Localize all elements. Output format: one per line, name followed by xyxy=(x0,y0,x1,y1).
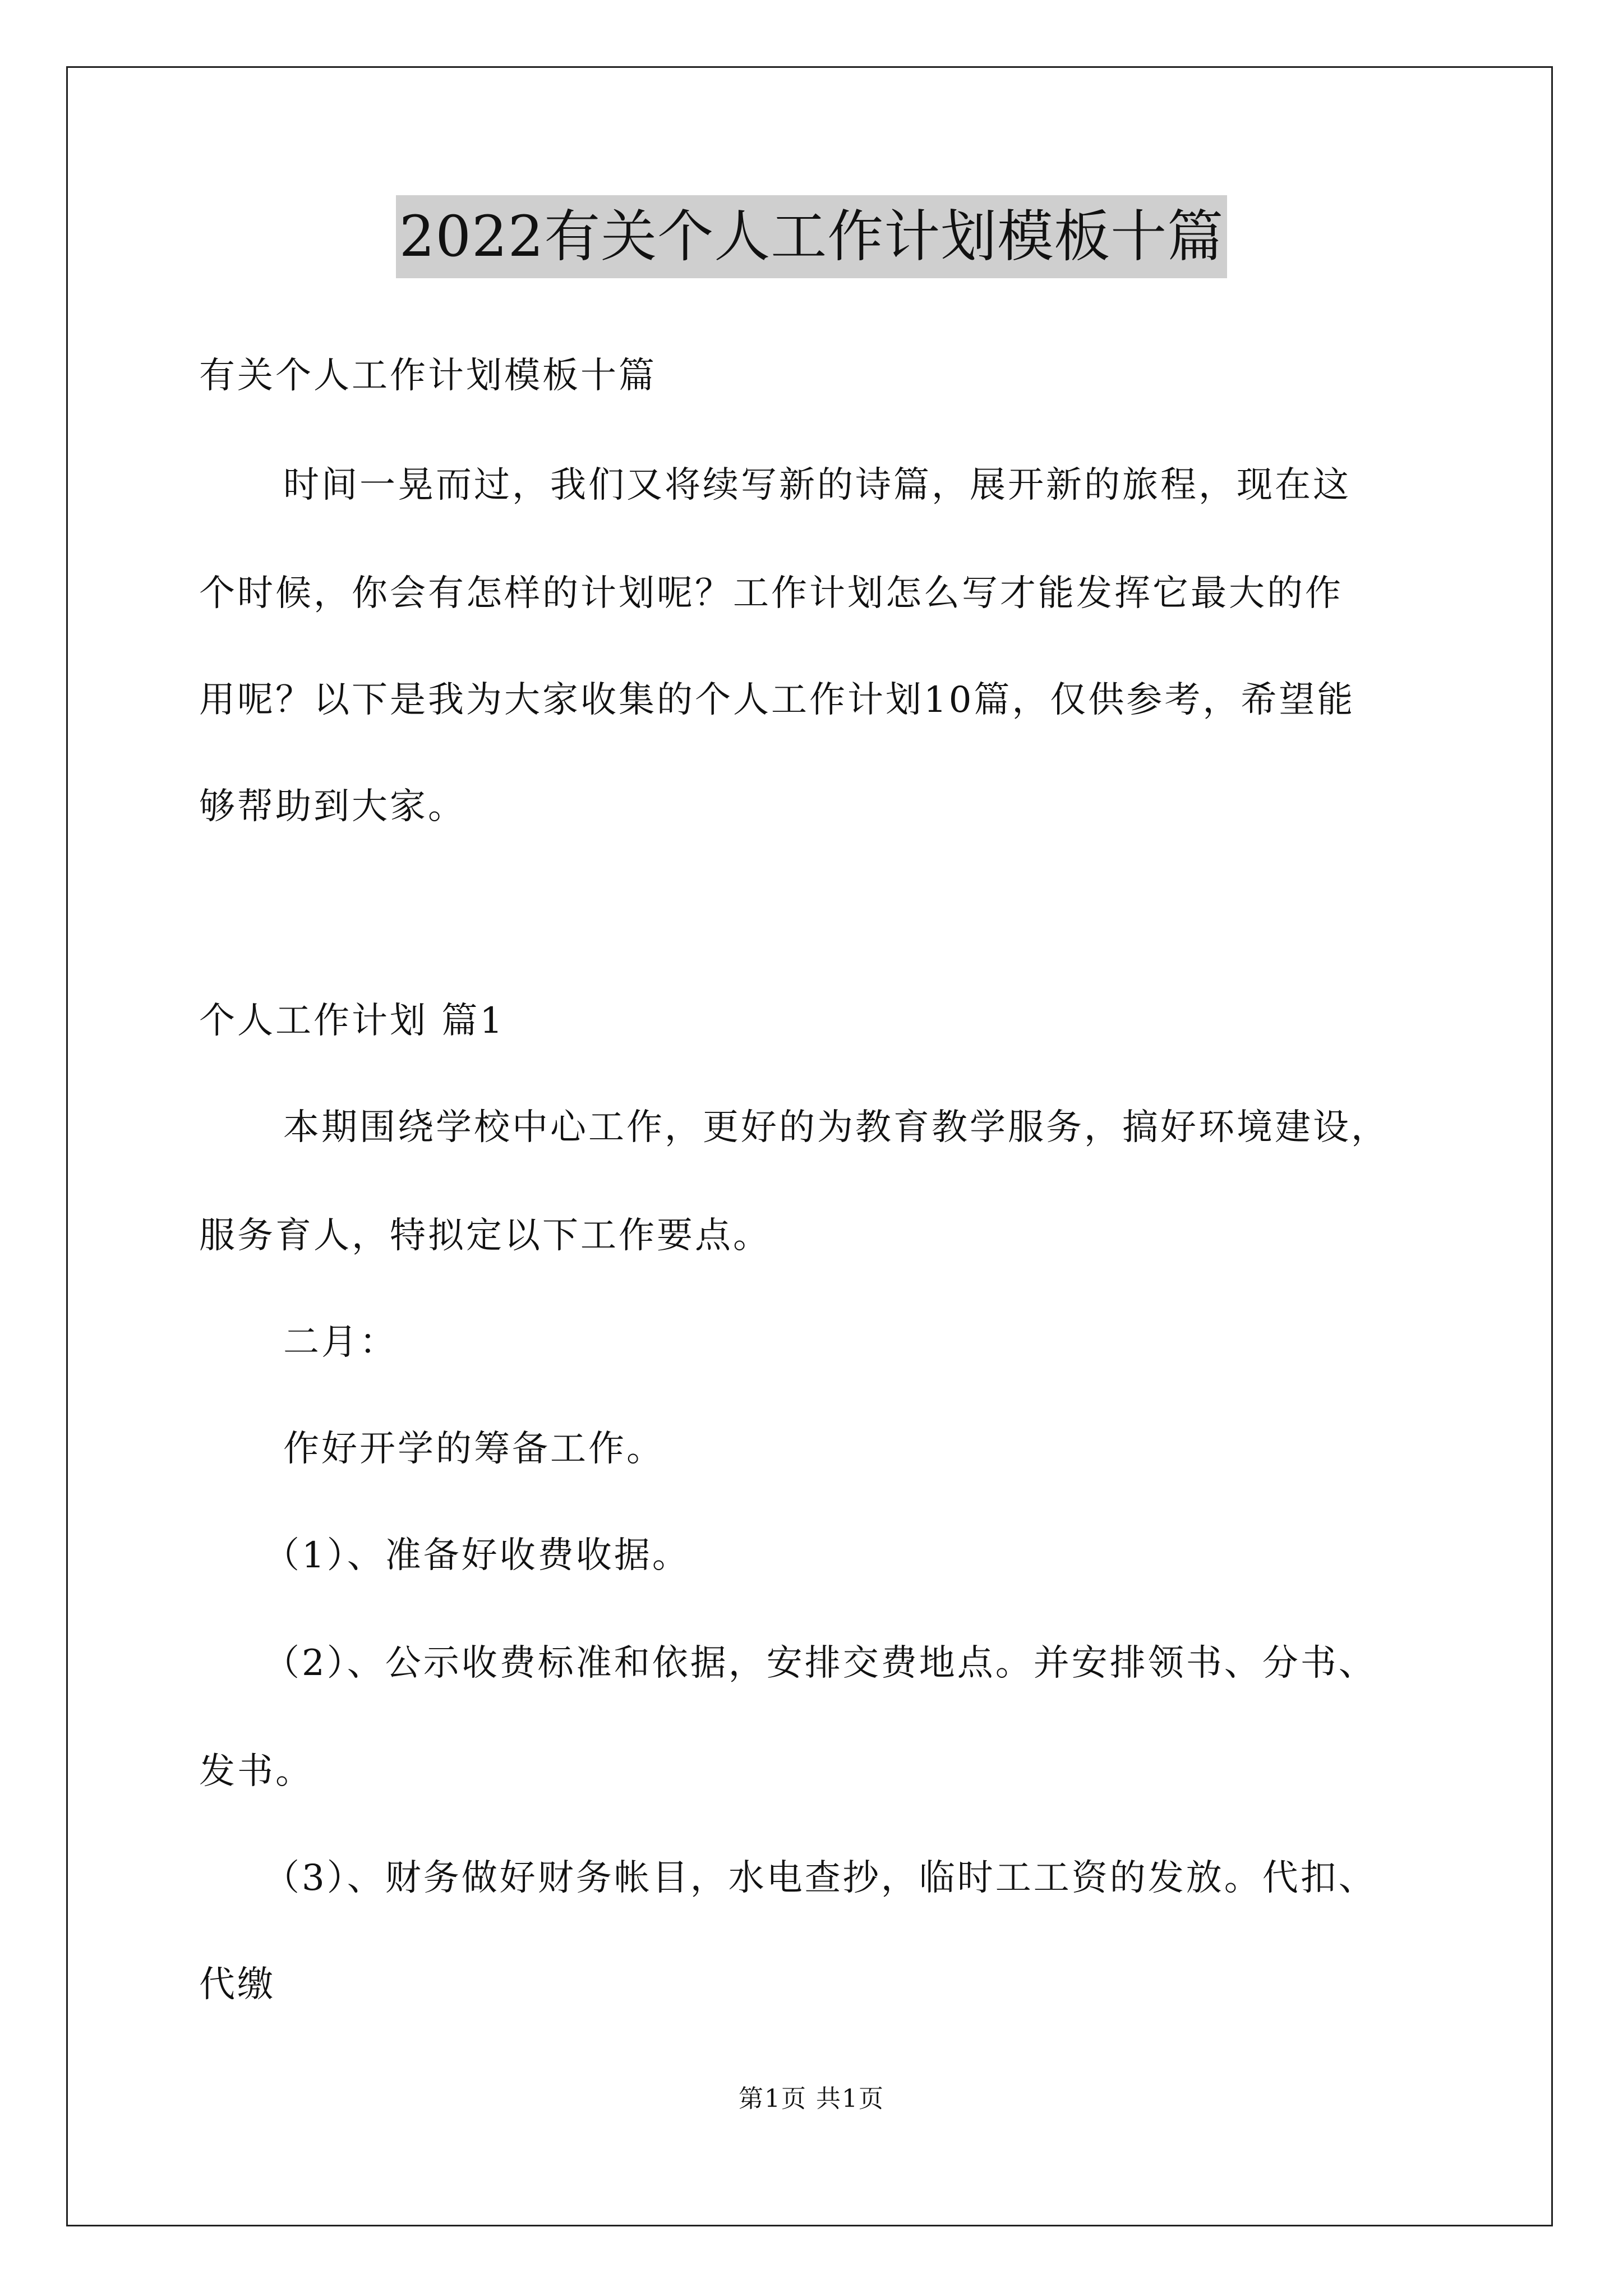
body-line-7: 发书。 xyxy=(199,1751,313,1792)
intro-line-3: 用呢？以下是我为大家收集的个人工作计划10篇，仅供参考，希望能 xyxy=(199,679,1355,721)
section-heading: 个人工作计划 篇1 xyxy=(199,1000,505,1042)
page-footer: 第1页 共1页 xyxy=(739,2085,884,2113)
title-container xyxy=(0,195,1623,278)
document-title: 2022有关个人工作计划模板十篇 xyxy=(396,195,1228,278)
body-line-3: 二月： xyxy=(283,1322,398,1363)
body-line-5: （1）、准备好收费收据。 xyxy=(264,1535,690,1576)
body-line-2: 服务育人，特拟定以下工作要点。 xyxy=(199,1215,771,1257)
intro-line-4: 够帮助到大家。 xyxy=(199,786,466,827)
document-subtitle: 有关个人工作计划模板十篇 xyxy=(199,355,657,397)
body-line-6: （2）、公示收费标准和依据，安排交费地点。并安排领书、分书、 xyxy=(264,1642,1377,1684)
body-line-8: （3）、财务做好财务帐目，水电查抄，临时工工资的发放。代扣、 xyxy=(264,1857,1377,1899)
intro-line-2: 个时候，你会有怎样的计划呢？工作计划怎么写才能发挥它最大的作 xyxy=(199,573,1343,614)
body-line-1: 本期围绕学校中心工作，更好的为教育教学服务，搞好环境建设， xyxy=(283,1107,1389,1148)
body-line-4: 作好开学的筹备工作。 xyxy=(283,1428,665,1470)
body-line-9: 代缴 xyxy=(199,1964,275,2005)
intro-line-1: 时间一晃而过，我们又将续写新的诗篇，展开新的旅程，现在这 xyxy=(283,464,1351,506)
